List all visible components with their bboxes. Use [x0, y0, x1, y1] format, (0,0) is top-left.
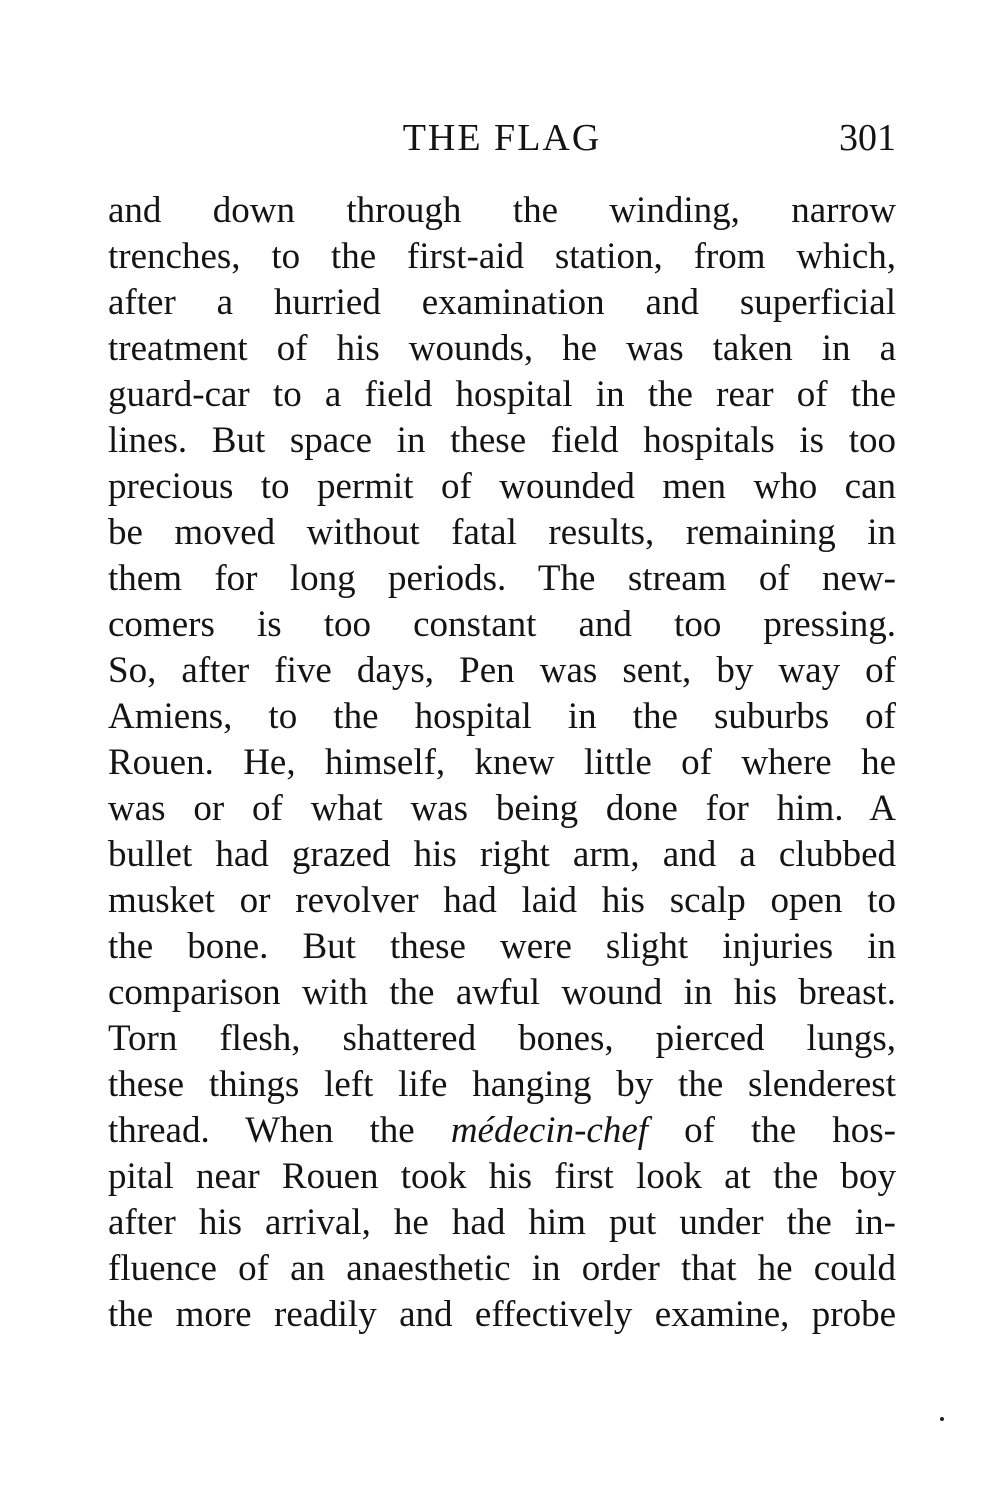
text-line: fluence of an anaesthetic in order that he could — [108, 1248, 896, 1289]
text-line: after a hurried examination and superficial — [108, 282, 896, 323]
italic-term: médecin-chef — [450, 1110, 649, 1151]
line-text-before: thread. When the — [108, 1110, 451, 1151]
body-text — [108, 188, 896, 1338]
line-text-after: of the hos- — [648, 1110, 897, 1151]
text-line: them for long periods. The stream of new- — [108, 558, 896, 599]
ink-speck — [940, 1417, 944, 1421]
text-line: be moved without fatal results, remaining in — [108, 512, 896, 553]
text-line: the bone. But these were slight injuries in — [108, 926, 896, 967]
text-line: Torn flesh, shattered bones, pierced lungs, — [108, 1018, 896, 1059]
text-line: treatment of his wounds, he was taken in a — [108, 328, 896, 369]
text-line: musket or revolver had laid his scalp open to — [108, 880, 896, 921]
text-line: bullet had grazed his right arm, and a clubbed — [108, 834, 896, 875]
text-line: lines. But space in these field hospitals is too — [108, 420, 896, 461]
text-line: these things left life hanging by the slenderest — [108, 1064, 896, 1105]
text-line: and down through the winding, narrow — [108, 190, 896, 231]
text-line: trenches, to the first-aid station, from which, — [108, 236, 896, 277]
text-line: guard-car to a field hospital in the rear of the — [108, 374, 896, 415]
text-line: pital near Rouen took his first look at the boy — [108, 1156, 896, 1197]
text-line: comparison with the awful wound in his breast. — [108, 972, 896, 1013]
page-number: 301 — [839, 117, 896, 159]
text-line: was or of what was being done for him. A — [108, 788, 896, 829]
text-line: comers is too constant and too pressing. — [108, 604, 896, 645]
text-line: precious to permit of wounded men who can — [108, 466, 896, 507]
chapter-title: THE FLAG — [402, 117, 602, 159]
text-line: Amiens, to the hospital in the suburbs of — [108, 696, 896, 737]
text-line: Rouen. He, himself, knew little of where he — [108, 742, 896, 783]
text-line: the more readily and effectively examine, probe — [108, 1294, 896, 1335]
text-line-with-italic — [108, 1108, 896, 1154]
text-line: after his arrival, he had him put under the in- — [108, 1202, 896, 1243]
running-head — [108, 112, 896, 164]
text-line: So, after five days, Pen was sent, by way of — [108, 650, 896, 691]
